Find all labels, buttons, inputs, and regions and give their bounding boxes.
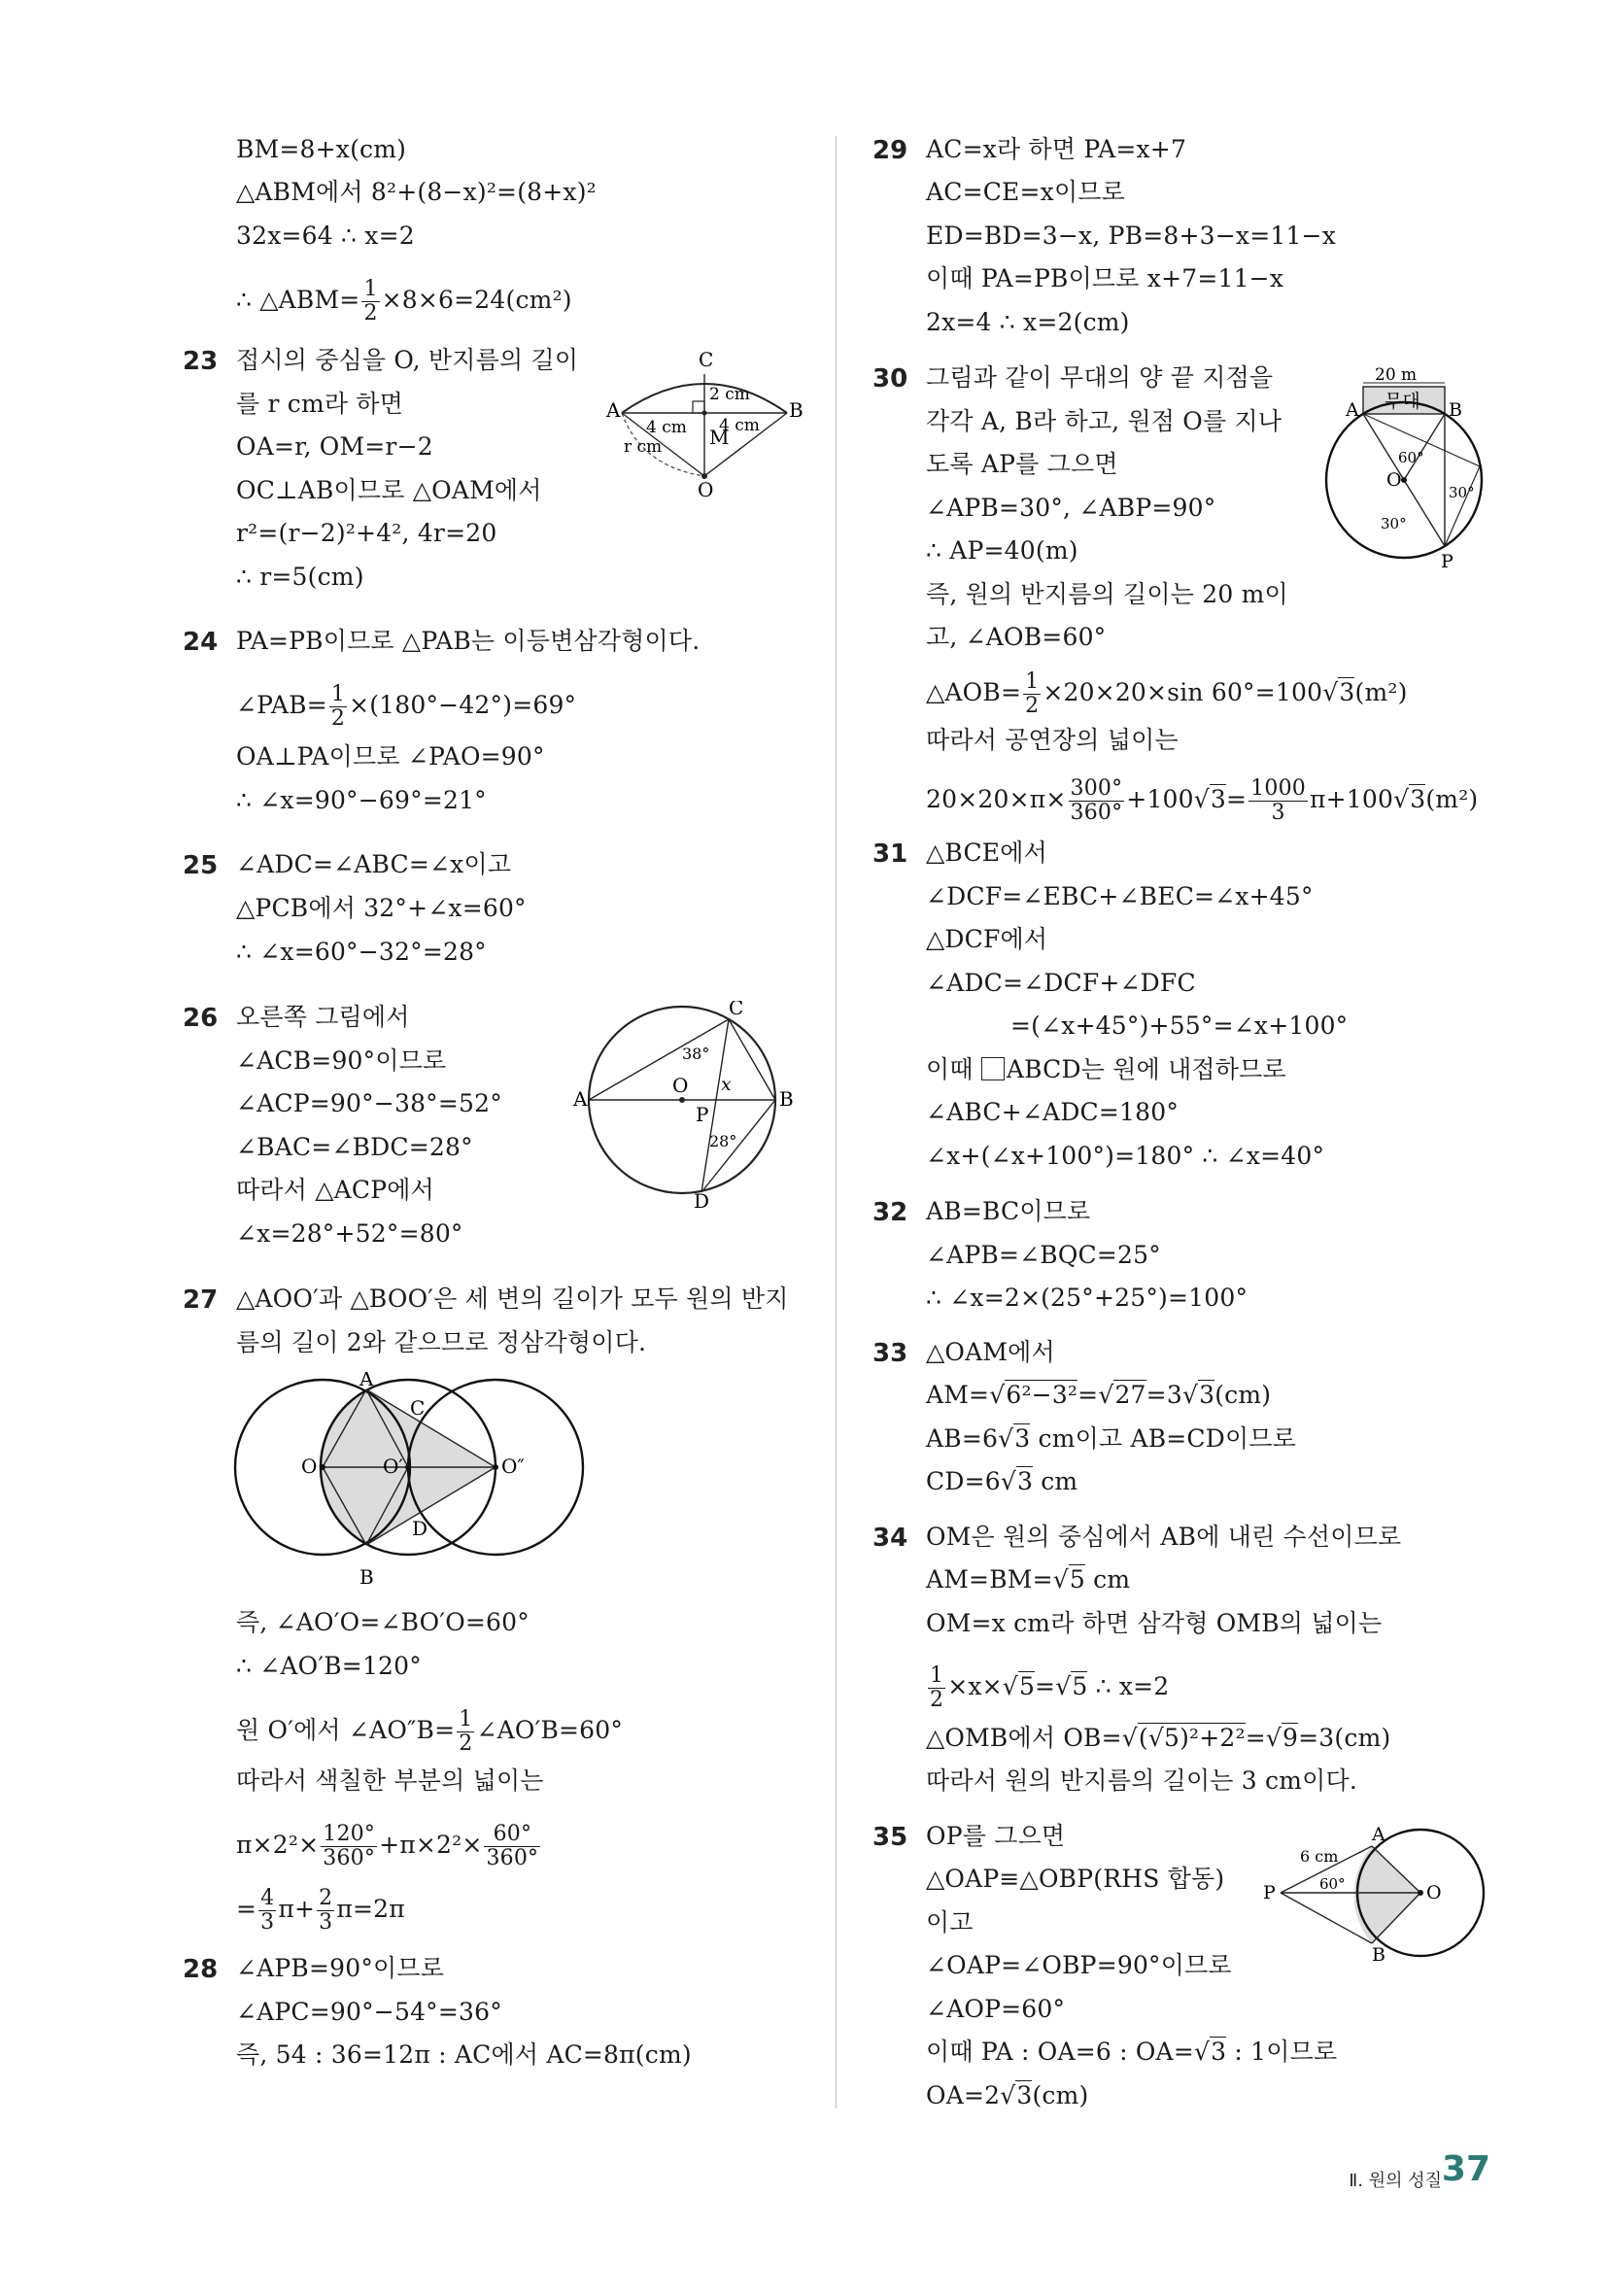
p26-line6: ∠x=28°+52°=80° — [236, 1219, 463, 1248]
fraction — [258, 1887, 276, 1935]
p29-line4: 이때 PA=PB이므로 x+7=11−x — [926, 264, 1284, 292]
label-a: A — [573, 1087, 588, 1111]
text: π+100 — [1309, 785, 1394, 813]
right-angle-mark — [693, 401, 704, 413]
label-p: P — [1441, 551, 1453, 572]
label-x: x — [721, 1074, 732, 1095]
p22-line3: 32x=64 ∴ x=2 — [236, 222, 415, 250]
label-angle-60: 60° — [1319, 1875, 1346, 1893]
p27-line5 — [236, 1708, 623, 1756]
square-icon — [981, 1057, 1005, 1080]
text: ∠PAB= — [236, 691, 327, 719]
text: = — [1035, 1672, 1056, 1700]
p30-line3: 도록 AP를 그으면 — [926, 450, 1118, 478]
p27-line3: 즉, ∠AO′O=∠BO′O=60° — [236, 1608, 530, 1636]
denominator: 3 — [1271, 801, 1285, 825]
problem-number-31: 31 — [872, 840, 908, 869]
page-number: 37 — [1441, 2149, 1490, 2189]
p35-line3: 이고 — [926, 1908, 974, 1936]
point-o — [1418, 1890, 1423, 1896]
label-angle-60: 60° — [1398, 449, 1424, 466]
p33-line2: AM=√6²−3²=√27=3√3(cm) — [926, 1381, 1272, 1409]
radicand: 3 — [1211, 2038, 1227, 2066]
problem-number-27: 27 — [183, 1285, 219, 1315]
p32-line3: ∴ ∠x=2×(25°+25°)=100° — [926, 1284, 1248, 1312]
text: = — [236, 1895, 257, 1923]
problem-number-35: 35 — [872, 1823, 908, 1852]
p24-line2 — [236, 683, 576, 731]
p30-line5: ∴ AP=40(m) — [926, 536, 1078, 565]
problem-number-24: 24 — [183, 628, 219, 657]
label-b: B — [1372, 1944, 1385, 1961]
p34-line4: $\frac{1}{2}$ ×x×√5=√5 ∴ x=2 — [930, 1663, 1170, 1712]
p30-line2: 각각 A, B라 하고, 원점 O를 지나 — [926, 407, 1282, 435]
numerator: 1 — [459, 1707, 473, 1731]
numerator: 1 — [363, 277, 378, 301]
p31-line5: =(∠x+45°)+55°=∠x+100° — [1010, 1011, 1349, 1040]
p23-line4: OC⊥AB이므로 △OAM에서 — [236, 476, 542, 504]
p27-line2: 름의 길이 2와 같으므로 정삼각형이다. — [236, 1328, 647, 1356]
chord-cb — [729, 1019, 775, 1100]
p25-line3: ∴ ∠x=60°−32°=28° — [236, 938, 487, 966]
label-r: r cm — [624, 437, 663, 457]
p35-line1: OP를 그으면 — [926, 1822, 1066, 1850]
p35-line6: 이때 PA : OA=6 : OA=√3 : 1이므로 — [926, 2038, 1338, 2066]
p23-line5: r²=(r−2)²+4², 4r=20 — [236, 519, 497, 547]
fraction — [361, 278, 379, 326]
numerator: 1 — [330, 682, 346, 706]
fraction — [1069, 777, 1125, 825]
text: CD=6 — [926, 1467, 1001, 1495]
numerator: 300° — [1070, 776, 1123, 801]
problem-number-26: 26 — [183, 1004, 219, 1033]
radicand: 9 — [1282, 1724, 1299, 1752]
p27-line4: ∴ ∠AO′B=120° — [236, 1652, 422, 1680]
denominator: 2 — [330, 706, 346, 731]
p27-line1: △AOO′과 △BOO′은 세 변의 길이가 모두 원의 반지 — [236, 1285, 789, 1313]
text: cm — [1084, 1565, 1131, 1593]
text: (cm) — [1214, 1381, 1272, 1409]
label-6cm: 6 cm — [1300, 1847, 1339, 1866]
p30-line9: 따라서 공연장의 넓이는 — [926, 726, 1179, 754]
label-b: B — [779, 1087, 794, 1111]
text: cm이고 AB=CD이므로 — [1030, 1424, 1297, 1453]
label-a: A — [1346, 399, 1359, 421]
inscribed-angle-figure — [573, 1001, 797, 1210]
denominator: 360° — [323, 1846, 376, 1870]
label-p: P — [696, 1103, 709, 1126]
text: ×20×20×sin 60°=100 — [1043, 678, 1323, 706]
p35-line4: ∠OAP=∠OBP=90°이므로 — [926, 1951, 1232, 1979]
center-o — [679, 1097, 685, 1103]
p30-line7: 고, ∠AOB=60° — [926, 623, 1107, 651]
column-divider — [836, 136, 837, 2108]
point-m — [702, 411, 707, 416]
p22-line1: BM=8+x(cm) — [236, 135, 407, 163]
p33-line3: AB=6√3 cm이고 AB=CD이므로 — [926, 1424, 1297, 1453]
denominator: 2 — [459, 1731, 473, 1756]
point-o2 — [493, 1464, 498, 1470]
p29-line5: 2x=4 ∴ x=2(cm) — [926, 308, 1130, 336]
radicand: (√5)²+2² — [1138, 1724, 1246, 1752]
problem-number-32: 32 — [872, 1198, 908, 1227]
p35-line2: △OAP≡△OBP(RHS 합동) — [926, 1865, 1225, 1893]
p22-line2: △ABM에서 8²+(8−x)²=(8+x)² — [236, 178, 597, 206]
p24-line3: OA⊥PA이므로 ∠PAO=90° — [236, 742, 545, 771]
label-b: B — [1449, 399, 1462, 421]
p27-line6: 따라서 색칠한 부분의 넓이는 — [236, 1766, 544, 1795]
text: △OMB에서 OB= — [926, 1724, 1122, 1752]
text: △AOB= — [926, 678, 1022, 706]
problem-number-25: 25 — [183, 851, 219, 880]
fraction — [1023, 670, 1041, 718]
label-d: D — [694, 1189, 710, 1210]
label-stage: 무대 — [1385, 391, 1420, 412]
numerator: 120° — [323, 1822, 376, 1846]
radicand: 3 — [1339, 678, 1355, 706]
p26-line2: ∠ACB=90°이므로 — [236, 1046, 447, 1075]
p26-line4: ∠BAC=∠BDC=28° — [236, 1133, 473, 1161]
p35-line5: ∠AOP=60° — [926, 1995, 1066, 2023]
p29-line3: ED=BD=3−x, PB=8+3−x=11−x — [926, 222, 1336, 250]
p29-line2: AC=CE=x이므로 — [926, 178, 1126, 206]
p33-line4: CD=6√3 cm — [926, 1467, 1078, 1495]
p27-line7 — [236, 1823, 542, 1870]
text: AM= — [926, 1381, 990, 1409]
p31-line3: △DCF에서 — [926, 925, 1048, 953]
text: : 1이므로 — [1226, 2038, 1338, 2066]
point-o — [1401, 477, 1407, 483]
text: ×8×6=24(cm²) — [381, 286, 572, 314]
text: AM=BM= — [926, 1565, 1053, 1593]
label-o-prime: O′ — [383, 1455, 403, 1478]
stage-figure — [1316, 361, 1487, 573]
problem-number-33: 33 — [872, 1339, 908, 1368]
label-o: O — [1426, 1882, 1442, 1903]
label-d: D — [412, 1517, 428, 1540]
problem-number-23: 23 — [183, 347, 219, 376]
label-o: O — [301, 1455, 318, 1478]
point-o — [320, 1464, 325, 1470]
label-c: C — [729, 1001, 744, 1019]
denominator: 3 — [260, 1910, 275, 1935]
seg-extra2 — [1445, 466, 1480, 546]
text: π+ — [278, 1895, 316, 1923]
p32-line1: AB=BC이므로 — [926, 1197, 1091, 1225]
label-c: C — [699, 348, 714, 371]
p30-line6: 즉, 원의 반지름의 길이는 20 m이 — [926, 580, 1288, 608]
p34-line1: OM은 원의 중심에서 AB에 내린 수선이므로 — [926, 1523, 1402, 1551]
text: = — [1077, 1381, 1099, 1409]
label-am-length: 4 cm — [646, 418, 687, 437]
p27-line8 — [236, 1887, 405, 1935]
p33-line1: △OAM에서 — [926, 1338, 1055, 1366]
text: ABCD는 원에 내접하므로 — [1006, 1055, 1286, 1083]
numerator: 1 — [930, 1663, 944, 1688]
denominator: 360° — [486, 1846, 539, 1870]
p28-line1: ∠APB=90°이므로 — [236, 1954, 445, 1982]
radicand: 3 — [1410, 785, 1426, 813]
numerator: 1000 — [1250, 776, 1306, 801]
label-b: B — [789, 398, 804, 422]
text: π=2π — [336, 1895, 405, 1923]
text: ∴ x=2 — [1087, 1672, 1170, 1700]
text: 20×20×π× — [926, 785, 1067, 813]
p30-line1: 그림과 같이 무대의 양 끝 지점을 — [926, 363, 1274, 392]
p28-line3: 즉, 54 : 36=12π : AC에서 AC=8π(cm) — [236, 2040, 692, 2069]
fraction — [457, 1708, 474, 1756]
p31-line1: △BCE에서 — [926, 839, 1047, 867]
p25-line2: △PCB에서 32°+∠x=60° — [236, 894, 527, 922]
p26-line1: 오른쪽 그림에서 — [236, 1003, 410, 1031]
denominator: 2 — [1025, 694, 1040, 718]
p30-line8: △AOB= $\frac{1}{2}$ ×20×20×sin 60°=100√3(m²) — [926, 669, 1408, 718]
text: ∠AO′B=60° — [476, 1716, 624, 1744]
text: +100 — [1126, 785, 1194, 813]
p23-line3: OA=r, OM=r−2 — [236, 432, 433, 461]
p23-line1: 접시의 중심을 O, 반지름의 길이 — [236, 346, 579, 374]
fraction — [321, 1823, 377, 1870]
numerator: 4 — [260, 1886, 275, 1910]
label-angle-30-p: 30° — [1381, 515, 1407, 532]
p26-line5: 따라서 △ACP에서 — [236, 1176, 434, 1204]
text: π×2²× — [236, 1831, 320, 1859]
fraction — [329, 683, 347, 731]
tangent-figure — [1263, 1825, 1488, 1961]
label-a: A — [359, 1372, 374, 1390]
seg-ob — [1404, 414, 1445, 480]
text: cm — [1033, 1467, 1078, 1495]
section-title: Ⅱ. 원의 성질 — [1349, 2171, 1442, 2191]
plate-figure — [602, 345, 806, 500]
radicand: 3 — [1014, 1424, 1031, 1453]
problem-number-30: 30 — [872, 364, 908, 394]
text: 원 O′에서 ∠AO″B= — [236, 1716, 456, 1744]
fraction — [1248, 777, 1308, 825]
label-b: B — [359, 1565, 374, 1589]
numerator: 60° — [484, 1823, 540, 1847]
p34-line5: △OMB에서 OB=√(√5)²+2²=√9=3(cm) — [926, 1724, 1391, 1752]
text: ∴ △ABM= — [236, 286, 360, 314]
text: 이때 — [926, 1055, 981, 1083]
fraction — [484, 1823, 540, 1870]
problem-number-34: 34 — [872, 1524, 908, 1553]
p23-line6: ∴ r=5(cm) — [236, 563, 364, 591]
text: 이때 PA : OA=6 : OA= — [926, 2038, 1194, 2066]
label-o-double-prime: O″ — [501, 1455, 525, 1478]
denominator: 3 — [319, 1910, 333, 1935]
p35-line7: OA=2√3(cm) — [926, 2081, 1089, 2109]
radicand: 3 — [1016, 2081, 1033, 2109]
text: =3(cm) — [1298, 1724, 1391, 1752]
label-m: M — [709, 426, 730, 449]
text: = — [1226, 785, 1248, 813]
label-o: O — [1386, 469, 1402, 491]
three-circles-figure — [233, 1372, 593, 1591]
p34-line6: 따라서 원의 반지름의 길이는 3 cm이다. — [926, 1766, 1357, 1795]
p32-line2: ∠APB=∠BQC=25° — [926, 1241, 1161, 1269]
p24-line4: ∴ ∠x=90°−69°=21° — [236, 786, 487, 814]
p29-line1: AC=x라 하면 PA=x+7 — [926, 135, 1187, 163]
p31-line4: ∠ADC=∠DCF+∠DFC — [926, 969, 1196, 997]
text: ×x× — [947, 1672, 1003, 1700]
radicand: 6²−3² — [1006, 1381, 1078, 1409]
label-c: C — [410, 1396, 426, 1420]
label-p: P — [1263, 1882, 1276, 1903]
p31-line2: ∠DCF=∠EBC+∠BEC=∠x+45° — [926, 882, 1314, 910]
text: =3 — [1145, 1381, 1182, 1409]
p28-line2: ∠APC=90°−54°=36° — [236, 1998, 502, 2026]
point-o1 — [405, 1464, 411, 1470]
text: ×(180°−42°)=69° — [349, 691, 577, 719]
label-mb-length: 4 cm — [719, 416, 760, 435]
text: +π×2²× — [379, 1831, 483, 1859]
radicand: 3 — [1210, 785, 1227, 813]
p26-line3: ∠ACP=90°−38°=52° — [236, 1089, 502, 1117]
problem-number-28: 28 — [183, 1955, 219, 1984]
numerator: 2 — [319, 1886, 333, 1910]
p30-line10: 20×20×π× $\frac{300^\circ}{360^\circ}$ +100√3= $\frac{1000}{3}$ π+100√3(m²) — [926, 776, 1479, 825]
denominator: 2 — [363, 301, 378, 326]
label-angle-30-b: 30° — [1449, 484, 1475, 501]
denominator: 360° — [1070, 801, 1123, 825]
label-o: O — [698, 478, 714, 500]
radicand: 5 — [1018, 1672, 1036, 1700]
text: OA=2 — [926, 2081, 1001, 2109]
text: AB=6 — [926, 1424, 999, 1453]
text: (m²) — [1425, 785, 1479, 813]
p22-line4 — [236, 278, 572, 326]
radicand: 27 — [1114, 1381, 1146, 1409]
p30-line4: ∠APB=30°, ∠ABP=90° — [926, 494, 1216, 522]
label-a: A — [1372, 1825, 1385, 1845]
label-o: O — [672, 1074, 689, 1097]
p34-line3: OM=x cm라 하면 삼각형 OMB의 넓이는 — [926, 1609, 1383, 1637]
label-cm-length: 2 cm — [709, 385, 750, 404]
p31-line8: ∠x+(∠x+100°)=180° ∴ ∠x=40° — [926, 1142, 1325, 1170]
radicand: 3 — [1199, 1381, 1215, 1409]
text: = — [1245, 1724, 1266, 1752]
radicand: 5 — [1069, 1565, 1085, 1593]
numerator: 1 — [1025, 669, 1040, 694]
denominator: 2 — [930, 1688, 944, 1712]
p23-line2: 를 r cm라 하면 — [236, 390, 404, 418]
p34-line2: AM=BM=√5 cm — [926, 1565, 1131, 1593]
radicand: 3 — [1016, 1467, 1034, 1495]
fraction — [317, 1887, 334, 1935]
fraction — [928, 1664, 945, 1712]
label-20m: 20 m — [1375, 365, 1418, 385]
label-a: A — [606, 398, 621, 422]
text: (m²) — [1354, 678, 1408, 706]
p24-line1: PA=PB이므로 △PAB는 이등변삼각형이다. — [236, 627, 701, 655]
p31-line6 — [926, 1054, 1286, 1085]
label-angle-28: 28° — [709, 1132, 737, 1150]
problem-number-29: 29 — [872, 136, 908, 165]
text: (cm) — [1032, 2081, 1089, 2109]
p31-line7: ∠ABC+∠ADC=180° — [926, 1098, 1180, 1126]
p25-line1: ∠ADC=∠ABC=∠x이고 — [236, 850, 512, 878]
label-angle-38: 38° — [682, 1045, 710, 1063]
radicand: 5 — [1072, 1672, 1088, 1700]
